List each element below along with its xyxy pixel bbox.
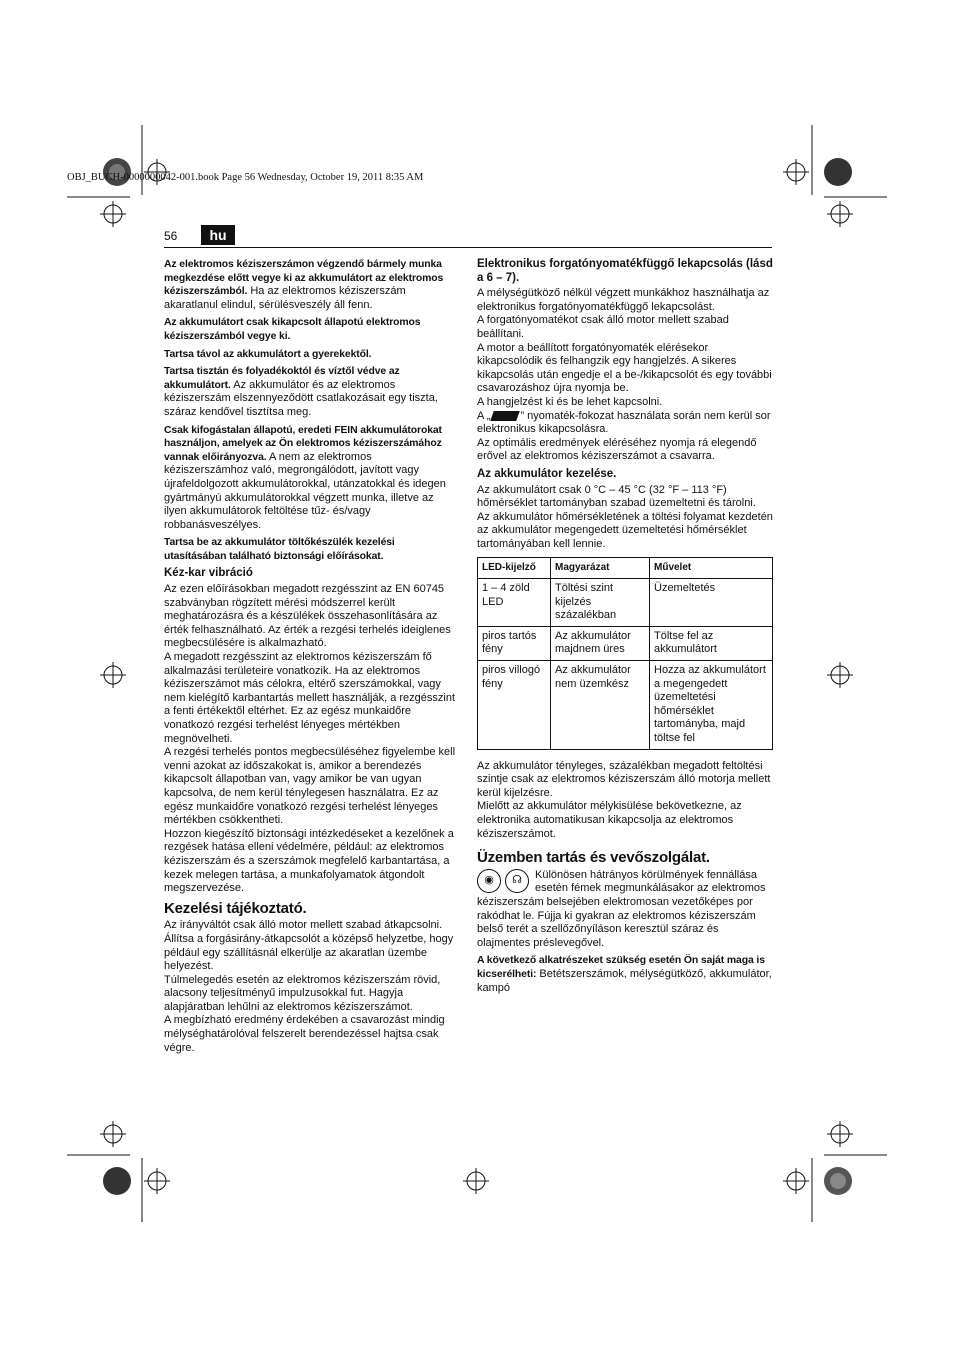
- paragraph: Mielőtt az akkumulátor mélykisülése bekövetkezne, az elektronika automatikusan kikapcsolja az elektromos kéziszerszámot.: [477, 800, 742, 840]
- text: A „: [477, 409, 491, 422]
- left-column: [164, 258, 458, 1055]
- led-table: [477, 557, 773, 749]
- table-cell: Hozza az akkumulátort a megengedett üzemeltetési hőmérséklet tartományba, majd töltse fel: [650, 661, 773, 750]
- table-cell: Töltési szint kijelzés százalékban: [551, 579, 650, 627]
- table-cell: Az akkumulátor majdnem üres: [551, 626, 650, 660]
- bold-text: Tartsa távol az akkumulátort a gyerekektől.: [164, 348, 372, 360]
- table-header-cell: LED-kijelző: [478, 558, 551, 579]
- paragraph: A forgatónyomatékot csak álló motor mellett szabad beállítani.: [477, 314, 729, 340]
- table-header-row: [478, 558, 773, 579]
- paragraph: Az ezen előírásokban megadott rezgésszint az EN 60745 szabványban rögzített mérési módszerrel került meghatározásra és a készülékek összehasonlítására az érték felhasználható. Az érték a rezgési terhelés ideiglenes megbecsülésére is alkalmazható.: [164, 583, 451, 650]
- section-heading-battery: Az akkumulátor kezelése.: [477, 467, 617, 480]
- dust-mask-icon: ☊: [505, 869, 529, 893]
- paragraph: [164, 536, 458, 563]
- paragraph: Túlmelegedés esetén az elektromos kéziszerszám rövid, alacsony teljesítményű impulzusokkal fut. Hagyja alapjáratban lehűlni az elektromos kéziszerszámot.: [164, 973, 441, 1013]
- file-header-line: OBJ_BUCH-0000000042-001.book Page 56 Wednesday, October 19, 2011 8:35 AM: [67, 172, 424, 183]
- bold-text: Az elektromos kéziszerszámon végzendő bármely munka megkezdése előtt vegye ki az akkumulátort az elektromos kéziszerszámból.: [164, 259, 444, 298]
- text: Ha az elektromos kéziszerszám akaratlanul elindul, sérülésveszély áll fenn.: [164, 285, 406, 311]
- table-cell: Töltse fel az akkumulátort: [650, 626, 773, 660]
- eye-protection-icon: ◉: [477, 869, 501, 893]
- section-heading-vibration: Kéz-kar vibráció: [164, 567, 253, 580]
- warning-icons: [477, 869, 529, 893]
- text: Betétszerszámok, mélységütköző, akkumulátor, kampó: [477, 967, 772, 994]
- paragraph: Állítsa a forgásirány-átkapcsolót a középső helyzetbe, hogy például egy szállításnál elkerülje az akaratlan üzembe helyezést.: [164, 932, 454, 973]
- bold-text: A következő alkatrészeket szükség esetén Ön saját maga is kicserélheti:: [477, 955, 765, 980]
- table-cell: Az akkumulátor nem üzemkész: [551, 661, 650, 750]
- paragraph: [477, 410, 773, 437]
- paragraph: A megadott rezgésszint az elektromos kéziszerszám fő alkalmazási területeire vonatkozik. Ha az elektromos kéziszerszámot más célokra, eltérő szerszámokkal, vagy nem kielégítő karbantartás mellett használják, a rezgésszint a fenti értékektől eltérhet. Ez az egész munkaidőre vonatkozó rezgési terhelést lényeges mértékben megnövelheti.: [164, 651, 456, 745]
- torque-stage-icon: [491, 411, 521, 421]
- table-cell: 1 – 4 zöld LED: [478, 579, 551, 627]
- text: A nem az elektromos kéziszerszámhoz való, megrongálódott, javított vagy újrafeldolgozott akkumulátorokkal, utánzatokkal és idegen gyártmányú akkumulátorokkal végzett munka, illetve az ilyen akkumulátorok feltöltése tűz- és/vagy robbanásveszélyes.: [164, 450, 446, 531]
- section-heading-torque: Elektronikus forgatónyomatékfüggő lekapcsolás (lásd a 6 – 7).: [477, 258, 773, 284]
- table-cell: piros tartós fény: [478, 626, 551, 660]
- paragraph: Hozzon kiegészítő biztonsági intézkedéseket a kezelőnek a rezgések hatása elleni védelmére, például: az elektromos kéziszerszám és a szerszámok megfelelő karbantartása, a kezek melegen tartása, a munkafolyamatok átgondolt megszervezése.: [164, 827, 454, 895]
- table-header-cell: Művelet: [650, 558, 773, 579]
- paragraph: A rezgési terhelés pontos megbecsüléséhez figyelembe kell venni azokat az időszakokat is, amikor a berendezés kikapcsolt állapotban van, vagy amikor be van ugyan kapcsolva, de nem kerül ténylegesen használatra. Ez az egész munkaidőre vonatkozó rezgési terhelést lényeges mértékben csökkentheti.: [164, 746, 456, 827]
- bold-text: Tartsa tisztán és folyadékoktól és víztől védve az akkumulátort.: [164, 366, 400, 391]
- table-header-cell: Magyarázat: [551, 558, 650, 579]
- paragraph: Az irányváltót csak álló motor mellett szabad átkapcsolni.: [164, 919, 443, 932]
- paragraph: A mélységütköző nélkül végzett munkákhoz használhatja az elektronikus forgatónyomatékfüggő lekapcsolást.: [477, 287, 770, 313]
- section-heading-maintenance: Üzemben tartás és vevőszolgálat.: [477, 849, 710, 867]
- paragraph: [164, 258, 458, 312]
- bold-text: Az akkumulátort csak kikapcsolt állapotú elektromos kéziszerszámból vegye ki.: [164, 317, 421, 342]
- paragraph: [477, 869, 773, 951]
- text: Különösen hátrányos körülmények fennállása esetén fémek megmunkálásakor az elektromos kéziszerszám belsejében elektromosan vezetőképes por rakódhat le. Fújja ki gyakran az elektromos kéziszerszám belső terét a szellőzőnyíláson keresztül száraz és olajmentes préslevegővel.: [477, 868, 766, 949]
- table-cell: piros villogó fény: [478, 661, 551, 750]
- header-rule: [164, 247, 772, 248]
- table-cell: Üzemeltetés: [650, 579, 773, 627]
- page-number: 56: [164, 229, 178, 243]
- text: ” nyomaték-fokozat használata során nem kerül sor elektronikus kikapcsolásra.: [477, 409, 771, 436]
- table-row: [478, 579, 773, 627]
- bold-text: Tartsa be az akkumulátor töltőkészülék kezelési utasításában található biztonsági előírásokat.: [164, 537, 395, 562]
- right-column: [477, 258, 773, 995]
- paragraph: Az optimális eredmények eléréséhez nyomja rá elegendő erővel az elektromos kéziszerszámot a csavarra.: [477, 436, 757, 463]
- paragraph: [164, 365, 458, 419]
- paragraph: [164, 348, 458, 362]
- paragraph: A motor a beállított forgatónyomaték elérésekor kikapcsolódik és felhangzik egy hangjelzés. A sikeres kikapcsolás után engedje el a be-/kikapcsolót és egy további csavarozáshoz újra nyomja be.: [477, 341, 772, 395]
- paragraph: [477, 954, 773, 995]
- text: Az akkumulátor és az elektromos kéziszerszám elszennyeződött csatlakozásait egy tiszta, száraz kendővel tisztítsa meg.: [164, 378, 438, 418]
- paragraph: A megbízható eredmény érdekében a csavarozást mindig mélységhatárolóval felszerelt berendezéssel hajtsa csak végre.: [164, 1014, 445, 1054]
- paragraph: [164, 424, 458, 533]
- bold-text: Csak kifogástalan állapotú, eredeti FEIN akkumulátorokat használjon, amelyek az Ön elektromos kéziszerszámához vannak előirányozva.: [164, 424, 442, 463]
- paragraph: A hangjelzést ki és be lehet kapcsolni.: [477, 395, 663, 408]
- table-row: [478, 626, 773, 660]
- paragraph: [164, 316, 458, 343]
- table-row: [478, 661, 773, 750]
- language-badge: hu: [201, 225, 235, 245]
- paragraph: Az akkumulátor hőmérsékletének a töltési folyamat kezdetén az akkumulátor megengedett üzemeltetési hőmérséklet tartományában kell lennie.: [477, 510, 773, 550]
- paragraph: Az akkumulátort csak 0 °C – 45 °C (32 °F – 113 °F) hőmérséklet tartományban szabad üzemeltetni és tárolni.: [477, 483, 756, 510]
- section-heading-operation: Kezelési tájékoztató.: [164, 899, 307, 917]
- paragraph: Az akkumulátor tényleges, százalékban megadott feltöltési szintje csak az elektromos kéziszerszám álló motorja mellett kerül kijelzésre.: [477, 759, 771, 799]
